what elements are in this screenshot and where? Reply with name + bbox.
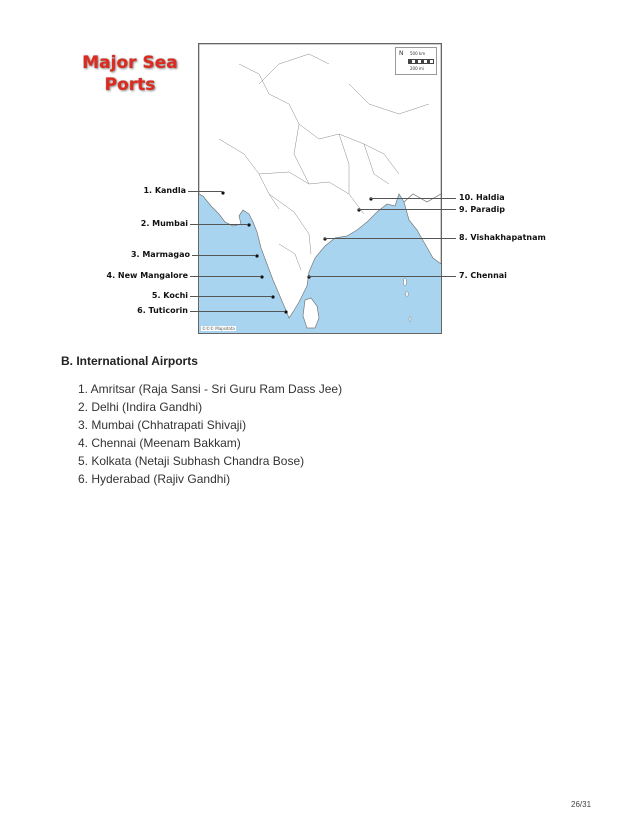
leader-mumbai xyxy=(190,224,248,225)
scale-bar xyxy=(408,59,434,64)
leader-kochi xyxy=(190,296,272,297)
map-legend xyxy=(395,47,437,75)
port-label-vishakhapatnam: 8. Vishakhapatnam xyxy=(459,233,546,242)
port-label-paradip: 9. Paradip xyxy=(459,205,505,214)
scale-mi: 200 mi xyxy=(410,66,424,71)
leader-haldia xyxy=(370,198,456,199)
map-title xyxy=(70,52,190,96)
list-item: 1. Amritsar (Raja Sansi - Sri Guru Ram Dass Jee) xyxy=(78,382,343,396)
leader-paradip xyxy=(358,209,456,210)
scale-km: 500 km xyxy=(410,51,426,56)
map-credit: ©©© Mapsdata xyxy=(202,326,235,331)
list-item: 6. Hyderabad (Rajiv Gandhi) xyxy=(78,472,231,486)
map-title-line1: Major Sea xyxy=(82,53,178,73)
port-label-marmagao: 3. Marmagao xyxy=(130,250,190,259)
port-label-tuticorin: 6. Tuticorin xyxy=(137,306,188,315)
list-item: 4. Chennai (Meenam Bakkam) xyxy=(78,436,241,450)
list-item: 2. Delhi (Indira Gandhi) xyxy=(78,400,203,414)
port-label-haldia: 10. Haldia xyxy=(459,193,505,202)
port-label-chennai: 7. Chennai xyxy=(459,271,507,280)
map-graphic xyxy=(199,44,441,333)
map-title-line2: Ports xyxy=(104,75,156,95)
section-heading-airports: B. International Airports xyxy=(61,354,198,368)
port-label-mumbai: 2. Mumbai xyxy=(140,219,188,228)
leader-tuticorin xyxy=(190,311,285,312)
leader-new-mangalore xyxy=(190,276,261,277)
india-ports-map xyxy=(198,43,442,334)
leader-chennai xyxy=(308,276,456,277)
leader-vishakhapatnam xyxy=(324,238,456,239)
leader-marmagao xyxy=(192,255,256,256)
leader-kandla xyxy=(188,191,222,192)
port-label-kandla: 1. Kandla xyxy=(143,186,186,195)
port-label-kochi: 5. Kochi xyxy=(151,291,188,300)
north-arrow-icon: N xyxy=(399,50,404,57)
airport-list xyxy=(78,380,342,488)
list-item: 5. Kolkata (Netaji Subhash Chandra Bose) xyxy=(78,454,305,468)
list-item: 3. Mumbai (Chhatrapati Shivaji) xyxy=(78,418,247,432)
port-label-new-mangalore: 4. New Mangalore xyxy=(106,271,188,280)
page-number: 26/31 xyxy=(571,800,592,809)
